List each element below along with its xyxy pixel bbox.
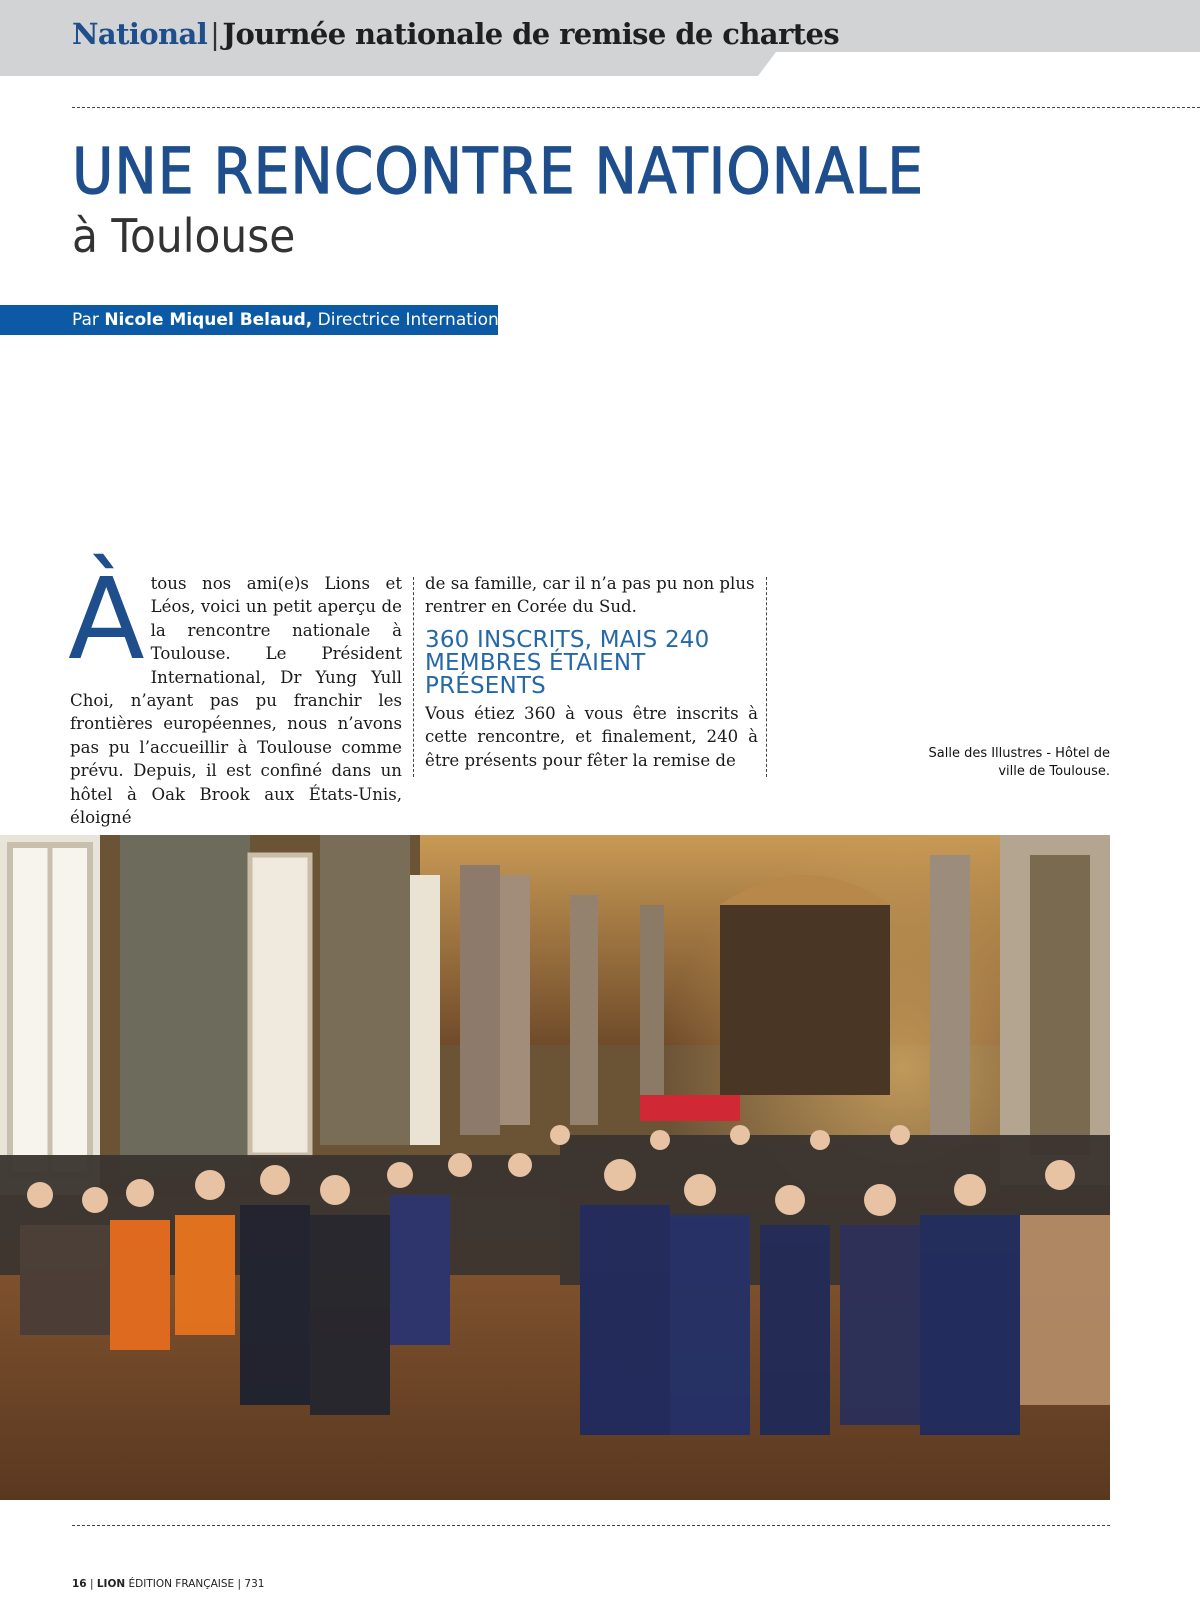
section-header [72,17,840,51]
bottom-rule [72,1525,1110,1526]
paragraph-intro-continued: de sa famille, car il n’a pas pu non plus rentrer en Corée du Sud. [425,574,755,617]
column-divider-right [766,577,767,777]
paragraph-attendance: Vous étiez 360 à vous être inscrits à cette rencontre, et finalement, 240 à être présents pour fêter la remise de [425,703,758,770]
top-rule [72,107,1200,108]
byline-author: Nicole Miquel Belaud, [104,310,313,330]
column-divider-left [413,577,414,777]
paragraph-intro: tous nos ami(e)s Lions et Léos, voici un petit aperçu de la rencontre nationale à Toulouse. Le Président International, Dr Yung Yull Choi, n’ayant pas pu franchir les frontières européennes, nous n’avons pas pu l’accueillir à Toulouse comme prévu. Depuis, il est confiné dans un hôtel à Oak Brook aux États-Unis, éloigné [70,574,402,828]
article-headline: UNE RENCONTRE NATIONALE [72,135,925,208]
footer-separator-2: | [237,1578,242,1590]
magazine-name: LION [96,1578,126,1590]
event-photo [0,835,1110,1500]
edition-label: ÉDITION FRANÇAISE [128,1578,235,1590]
article-subheadline: à Toulouse [72,209,296,263]
photo-caption: Salle des Illustres - Hôtel de ville de Toulouse. [928,746,1110,779]
footer-separator-1: | [89,1578,94,1590]
page-number: 16 [72,1578,87,1590]
byline [0,305,525,335]
article-column-1 [68,555,402,828]
section-label: National [72,17,208,51]
byline-prefix: Par [72,310,99,330]
section-subheading: 360 INSCRITS, MAIS 240 MEMBRES ÉTAIENT PRÉSENTS [425,626,710,699]
section-topic: Journée nationale de remise de chartes [222,17,840,51]
drop-cap: À [68,555,145,685]
issue-number: 731 [244,1578,265,1590]
article-column-2 [425,572,758,782]
section-separator: | [210,17,220,51]
page-footer [72,1578,264,1590]
byline-role: Directrice Internationale [317,310,525,330]
